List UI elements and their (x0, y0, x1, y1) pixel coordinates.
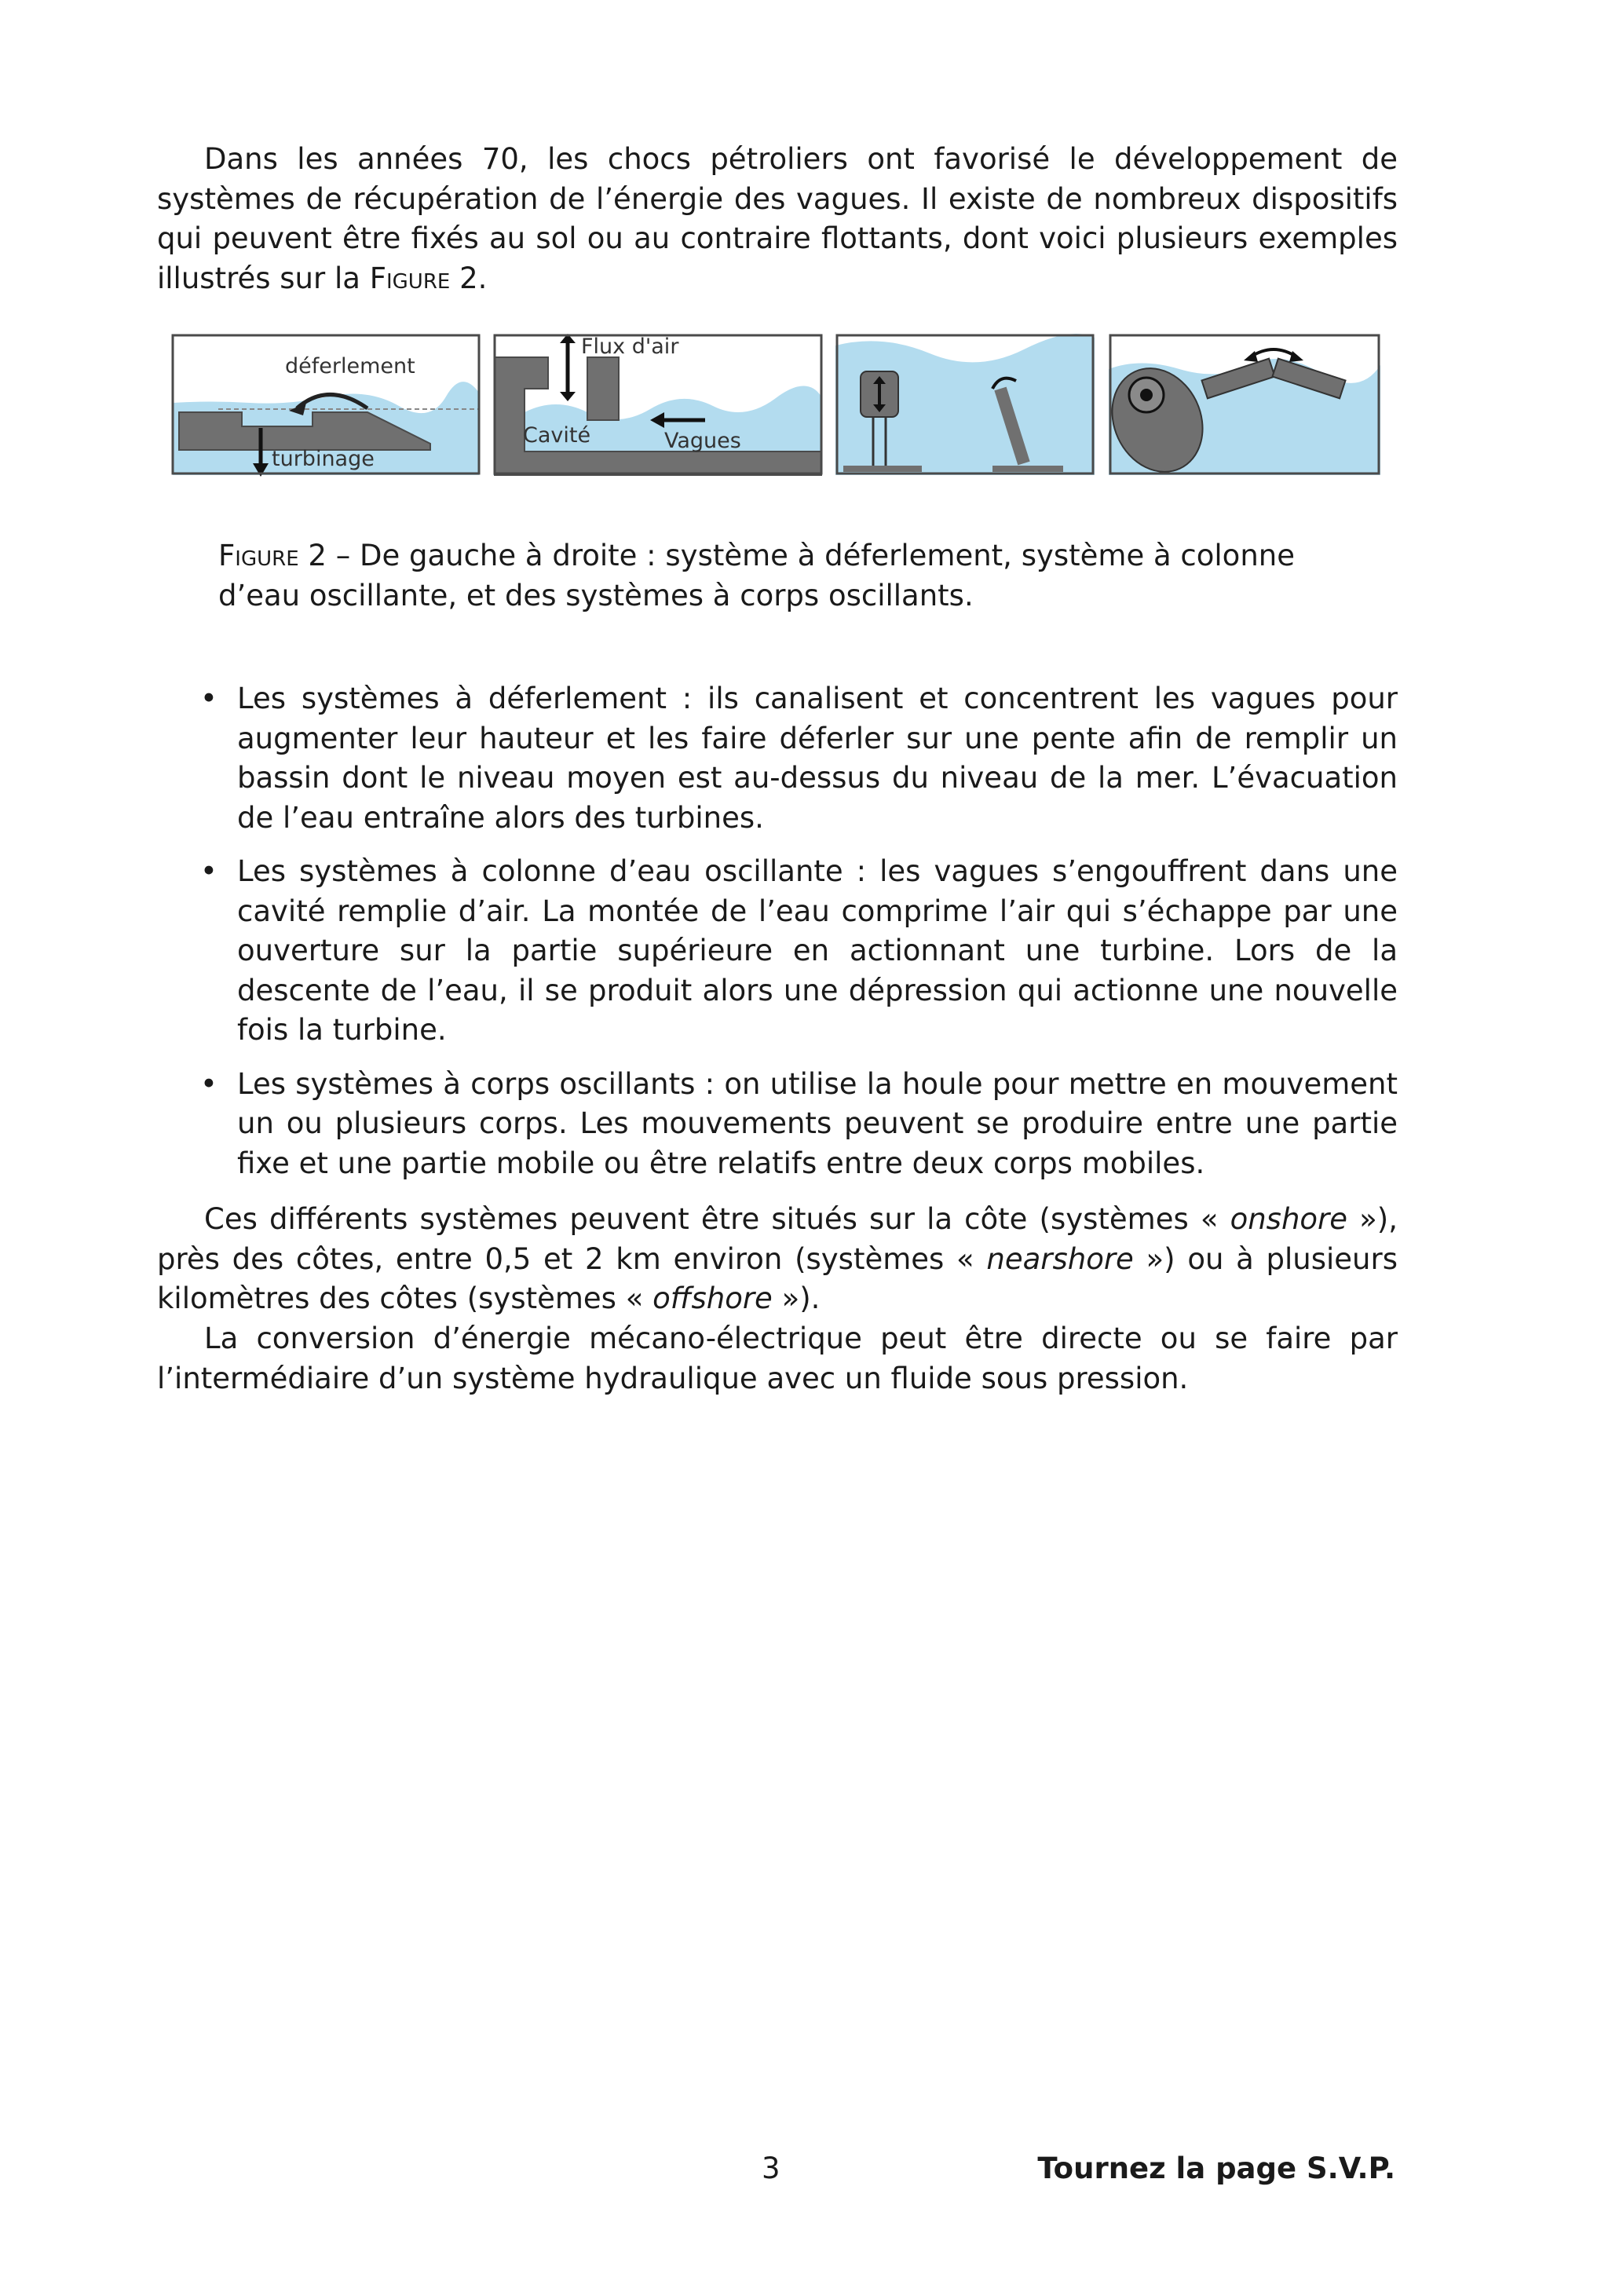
term-offshore: offshore (652, 1281, 773, 1315)
conversion-paragraph: La conversion d’énergie mécano-électrique peut être directe ou se faire par l’intermédiaire d’un système hydraulique avec un fluide sous pression. (157, 1322, 1398, 1395)
list-item-text: Les systèmes à corps oscillants : on utilise la houle pour mettre en mouvement un ou plusieurs corps. Les mouvements peuvent se produire entre une partie fixe et une partie mobile ou être relatifs entre deux corps mobiles. (237, 1066, 1398, 1180)
intro-paragraph (157, 140, 1398, 298)
caption-label: Figure 2 (218, 539, 327, 572)
page-number: 3 (762, 2152, 780, 2185)
turn-page-note: Tournez la page S.V.P. (1037, 2152, 1395, 2185)
location-text-3: ») ou à plusieurs kilomètres des côtes (systèmes « (157, 1241, 1398, 1315)
wave-energy-figure (171, 334, 1382, 479)
label-flux-air: Flux d'air (581, 335, 679, 359)
location-text-2: »), près des côtes, entre 0,5 et 2 km environ (systèmes « (157, 1202, 1398, 1276)
list-item-text: Les systèmes à colonne d’eau oscillante : les vagues s’engouffrent dans une cavité remplie d’air. La montée de l’eau comprime l’air qui s’échappe par une ouverture sur la partie supérieure en actionnant une turbine. Lors de la descente de l’eau, il se produit alors une dépression qui actionne une nouvelle fois la turbine. (237, 854, 1398, 1047)
location-text-4: »). (772, 1281, 821, 1315)
bullet-icon: • (200, 854, 217, 888)
location-text-1: Ces différents systèmes peuvent être situés sur la côte (systèmes « (204, 1202, 1230, 1236)
label-vagues: Vagues (664, 429, 741, 453)
figure-reference: Figure 2. (369, 261, 488, 295)
term-onshore: onshore (1230, 1202, 1348, 1236)
systems-list (200, 679, 1398, 1197)
panel-overtopping (173, 335, 479, 477)
figure-caption (218, 536, 1380, 616)
bullet-icon: • (200, 682, 217, 715)
caption-text: – De gauche à droite : système à déferlement, système à colonne d’eau oscillante, et des systèmes à corps oscillants. (218, 539, 1295, 612)
panel-oscillating-water-column (493, 334, 821, 475)
intro-text: Dans les années 70, les chocs pétroliers ont favorisé le développement de systèmes de récupération de l’énergie des vagues. Il existe de nombreux dispositifs qui peuvent être fixés au sol ou au contraire flottants, dont voici plusieurs exemples illustrés sur la (157, 142, 1398, 295)
label-turbinage: turbinage (272, 447, 375, 471)
panel-oscillating-bodies-1 (835, 334, 1095, 475)
list-item (200, 1065, 1398, 1184)
label-cavite: Cavité (523, 423, 591, 448)
list-item (200, 679, 1398, 838)
label-deferlement: déferlement (285, 354, 415, 378)
bullet-icon: • (200, 1066, 217, 1101)
list-item (200, 852, 1398, 1051)
list-item-text: Les systèmes à déferlement : ils canalisent et concentrent les vagues pour augmenter leur hauteur et les faire déferler sur une pente afin de remplir un bassin dont le niveau moyen est au-dessus du niveau de la mer. L’évacuation de l’eau entraîne alors des turbines. (237, 682, 1398, 835)
location-paragraph (157, 1200, 1398, 1319)
panel-oscillating-bodies-2 (1095, 335, 1380, 479)
term-nearshore: nearshore (986, 1241, 1134, 1276)
